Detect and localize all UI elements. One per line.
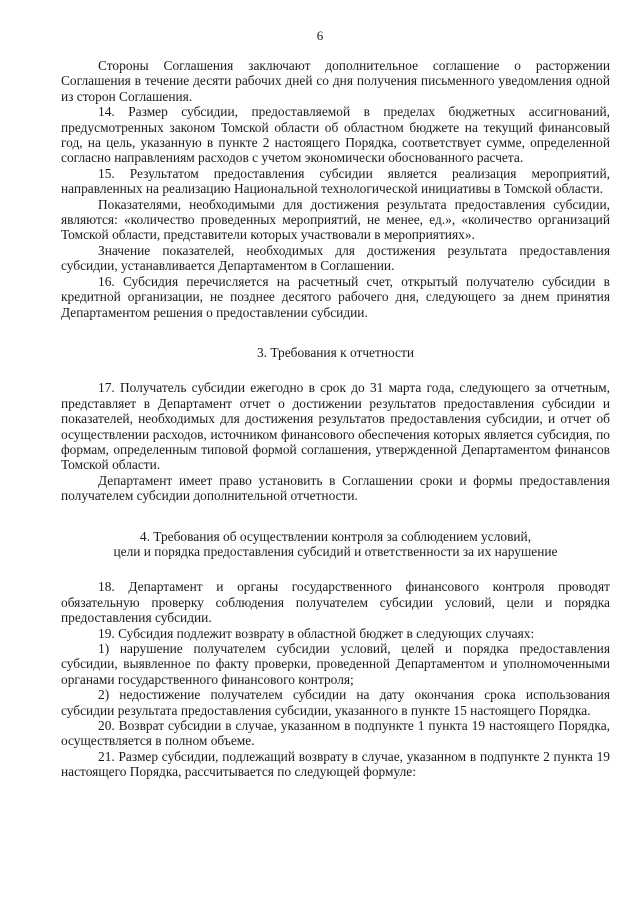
paragraph-19-case-2: 2) недостижение получателем субсидии на дату окончания срока использования субсидии результата предоставления субсидии, указанного в пункте 15 настоящего Порядка. [61,687,610,718]
section-heading-4-line1: 4. Требования об осуществлении контроля за соблюдением условий, [139,528,532,544]
paragraph-20-full-return: 20. Возврат субсидии в случае, указанном в подпункте 1 пункта 19 настоящего Порядка, осуществляется в полном объеме. [61,718,610,749]
page-number: 6 [316,28,324,43]
section-heading-4-line2: цели и порядка предоставления субсидий и ответственности за их нарушение [113,543,558,559]
paragraph-termination-agreement: Стороны Соглашения заключают дополнительное соглашение о расторжении Соглашения в течение десяти рабочих дней со дня получения письменного уведомления одной из сторон Соглашения. [61,58,610,104]
paragraph-15-result: 15. Результатом предоставления субсидии является реализация мероприятий, направленных на реализацию Национальной технологической инициативы в Томской области. [61,165,610,197]
section-heading-4 [61,529,610,560]
section-heading-3: 3. Требования к отчетности [256,344,415,360]
paragraph-16-transfer: 16. Субсидия перечисляется на расчетный счет, открытый получателю субсидии в кредитной организации, не позднее десятого рабочего дня, следующего за днем принятия Департаментом решения о предоставлении субсидии. [61,273,610,320]
paragraph-additional-reporting: Департамент имеет право установить в Соглашении сроки и формы предоставления получателем субсидии дополнительной отчетности. [61,472,610,504]
paragraph-indicators: Показателями, необходимыми для достижения результата предоставления субсидии, являются: «количество проведенных мероприятий, не менее, ед.», «количество организаций Томской области, представители которых участвовали в мероприятиях». [61,196,610,243]
paragraph-14-subsidy-amount: 14. Размер субсидии, предоставляемой в пределах бюджетных ассигнований, предусмотренных законом Томской области об областном бюджете на текущий финансовый год, на цель, указанную в пункте 2 настоящего Порядка, соответствует сумме, определенной согласно направлениям расходов с учетом экономически обоснованного расчета. [61,104,610,166]
paragraph-18-control: 18. Департамент и органы государственного финансового контроля проводят обязательную проверку соблюдения получателем субсидии условий, цели и порядка предоставления субсидии. [61,579,610,626]
document-body [61,58,610,780]
paragraph-19-case-1: 1) нарушение получателем субсидии условий, целей и порядка предоставления субсидии, выявленное по факту проверки, проведенной Департаментом и уполномоченными органами государственного финансового контроля; [61,641,610,687]
paragraph-indicator-values: Значение показателей, необходимых для достижения результата предоставления субсидии, устанавливается Департаментом в Соглашении. [61,242,610,274]
paragraph-21-formula: 21. Размер субсидии, подлежащий возврату в случае, указанном в подпункте 2 пункта 19 настоящего Порядка, рассчитывается по следующей формуле: [61,748,610,780]
paragraph-17-reporting: 17. Получатель субсидии ежегодно в срок до 31 марта года, следующего за отчетным, представляет в Департамент отчет о достижении результатов предоставления субсидии и показателей, необходимых для достижения результатов предоставления субсидии, и отчет об осуществлении расходов, источником финансового обеспечения которых является субсидия, по формам, определенным типовой формой соглашения, утвержденной Департаментом финансов Томской области. [61,380,610,473]
paragraph-19-return-cases: 19. Субсидия подлежит возврату в областной бюджет в следующих случаях: [98,625,535,641]
